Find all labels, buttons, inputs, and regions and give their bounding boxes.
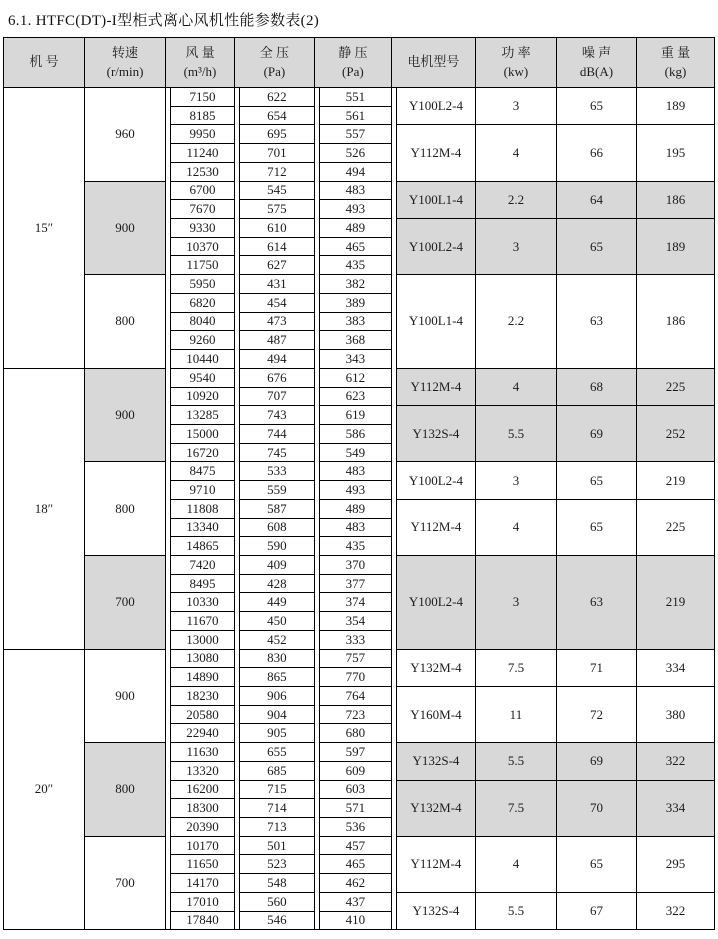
static-pressure-cell: 333 [319,630,391,649]
total-pressure-cell: 608 [239,518,314,537]
static-pressure-cell: 489 [319,219,391,238]
total-pressure-cell: 610 [239,219,314,238]
power-cell: 3 [475,88,556,125]
total-pressure-cell: 714 [239,799,314,818]
motor-model-cell: Y100L2-4 [396,88,475,125]
motor-model-cell: Y132S-4 [396,743,475,780]
airflow-cell: 11240 [171,144,235,163]
motor-model-cell: Y100L2-4 [396,462,475,499]
total-pressure-cell: 712 [239,162,314,181]
weight-cell: 380 [636,687,714,743]
static-pressure-cell: 457 [319,836,391,855]
weight-cell: 252 [636,406,714,462]
motor-model-cell: Y160M-4 [396,687,475,743]
page-title: 6.1. HTFC(DT)-I型柜式离心风机性能参数表(2) [8,13,320,29]
static-pressure-cell: 370 [319,555,391,574]
power-cell: 5.5 [475,743,556,780]
motor-model-cell: Y100L1-4 [396,181,475,218]
table-row [4,649,715,668]
header-weight [636,38,714,88]
total-pressure-cell: 676 [239,368,314,387]
total-pressure-cell: 546 [239,911,314,930]
noise-cell: 68 [556,368,636,405]
power-cell: 7.5 [475,780,556,836]
airflow-cell: 10170 [171,836,235,855]
header-unit: (Pa) [263,63,286,79]
airflow-cell: 11650 [171,855,235,874]
header-unit: dB(A) [579,63,614,79]
static-pressure-cell: 374 [319,593,391,612]
static-pressure-cell: 551 [319,88,391,107]
motor-model-cell: Y132S-4 [396,406,475,462]
total-pressure-cell: 715 [239,780,314,799]
speed-cell: 900 [85,181,166,275]
total-pressure-cell: 560 [239,892,314,911]
table-row [4,368,715,387]
speed-cell: 900 [85,368,166,462]
speed-cell: 800 [85,275,166,369]
header-unit: (Pa) [342,63,364,79]
header-line: 风 量 [185,44,215,60]
table-row [4,275,715,294]
weight-cell: 186 [636,275,714,369]
total-pressure-cell: 409 [239,555,314,574]
total-pressure-cell: 575 [239,200,314,219]
static-pressure-cell: 368 [319,331,391,350]
power-cell: 3 [475,219,556,275]
header-line: 转速 [112,44,139,60]
airflow-cell: 13080 [171,649,235,668]
header-line: 功 率 [501,44,531,60]
airflow-cell: 17010 [171,892,235,911]
total-pressure-cell: 450 [239,612,314,631]
static-pressure-cell: 437 [319,892,391,911]
static-pressure-cell: 435 [319,256,391,275]
total-pressure-cell: 743 [239,406,314,425]
power-cell: 4 [475,499,556,555]
static-pressure-cell: 609 [319,761,391,780]
static-pressure-cell: 489 [319,499,391,518]
header-noise [556,38,636,88]
motor-model-cell: Y112M-4 [396,125,475,181]
static-pressure-cell: 389 [319,293,391,312]
power-cell: 2.2 [475,181,556,218]
header-line: 全 压 [259,44,290,60]
static-pressure-cell: 549 [319,443,391,462]
static-pressure-cell: 680 [319,724,391,743]
weight-cell: 334 [636,780,714,836]
total-pressure-cell: 494 [239,350,314,369]
total-pressure-cell: 627 [239,256,314,275]
header-line: 噪 声 [581,44,612,60]
airflow-cell: 8185 [171,106,235,125]
airflow-cell: 7150 [171,88,235,107]
static-pressure-cell: 764 [319,687,391,706]
airflow-cell: 14890 [171,668,235,687]
total-pressure-cell: 614 [239,237,314,256]
noise-cell: 72 [556,687,636,743]
airflow-cell: 5950 [171,275,235,294]
total-pressure-cell: 501 [239,836,314,855]
power-cell: 3 [475,462,556,499]
airflow-cell: 13340 [171,518,235,537]
airflow-cell: 20580 [171,705,235,724]
noise-cell: 65 [556,219,636,275]
static-pressure-cell: 343 [319,350,391,369]
static-pressure-cell: 483 [319,462,391,481]
total-pressure-cell: 904 [239,705,314,724]
airflow-cell: 6820 [171,293,235,312]
weight-cell: 189 [636,219,714,275]
airflow-cell: 10440 [171,350,235,369]
motor-model-cell: Y132M-4 [396,780,475,836]
speed-cell: 800 [85,462,166,556]
static-pressure-cell: 493 [319,481,391,500]
total-pressure-cell: 452 [239,630,314,649]
static-pressure-cell: 757 [319,649,391,668]
weight-cell: 225 [636,499,714,555]
airflow-cell: 18300 [171,799,235,818]
static-pressure-cell: 619 [319,406,391,425]
airflow-cell: 9260 [171,331,235,350]
total-pressure-cell: 622 [239,88,314,107]
total-pressure-cell: 587 [239,499,314,518]
motor-model-cell: Y100L2-4 [396,219,475,275]
total-pressure-cell: 830 [239,649,314,668]
static-pressure-cell: 483 [319,518,391,537]
total-pressure-cell: 744 [239,424,314,443]
airflow-cell: 22940 [171,724,235,743]
airflow-cell: 14865 [171,537,235,556]
static-pressure-cell: 603 [319,780,391,799]
header-motor-model [391,38,475,88]
weight-cell: 219 [636,462,714,499]
static-pressure-cell: 623 [319,387,391,406]
power-cell: 4 [475,368,556,405]
weight-cell: 195 [636,125,714,181]
total-pressure-cell: 431 [239,275,314,294]
total-pressure-cell: 701 [239,144,314,163]
airflow-cell: 10370 [171,237,235,256]
fan-size-cell: 20″ [4,649,85,930]
static-pressure-cell: 354 [319,612,391,631]
static-pressure-cell: 383 [319,312,391,331]
airflow-cell: 10330 [171,593,235,612]
fan-performance-table [3,37,715,930]
weight-cell: 334 [636,649,714,686]
total-pressure-cell: 655 [239,743,314,762]
static-pressure-cell: 597 [319,743,391,762]
static-pressure-cell: 526 [319,144,391,163]
total-pressure-cell: 428 [239,574,314,593]
table-row [4,555,715,574]
static-pressure-cell: 462 [319,874,391,893]
header-speed [85,38,166,88]
total-pressure-cell: 523 [239,855,314,874]
static-pressure-cell: 377 [319,574,391,593]
header-unit: (kw) [503,63,529,79]
total-pressure-cell: 905 [239,724,314,743]
airflow-cell: 20390 [171,818,235,837]
fan-size-cell: 15″ [4,88,85,369]
table-row [4,836,715,855]
noise-cell: 69 [556,406,636,462]
motor-model-cell: Y112M-4 [396,368,475,405]
motor-model-cell: Y132M-4 [396,649,475,686]
total-pressure-cell: 559 [239,481,314,500]
motor-model-cell: Y112M-4 [396,499,475,555]
total-pressure-cell: 590 [239,537,314,556]
noise-cell: 65 [556,499,636,555]
airflow-cell: 17840 [171,911,235,930]
airflow-cell: 13320 [171,761,235,780]
weight-cell: 225 [636,368,714,405]
static-pressure-cell: 770 [319,668,391,687]
power-cell: 4 [475,125,556,181]
airflow-cell: 6700 [171,181,235,200]
power-cell: 11 [475,687,556,743]
static-pressure-cell: 586 [319,424,391,443]
total-pressure-cell: 449 [239,593,314,612]
airflow-cell: 16720 [171,443,235,462]
static-pressure-cell: 465 [319,237,391,256]
header-total-pressure [234,38,314,88]
airflow-cell: 18230 [171,687,235,706]
power-cell: 3 [475,555,556,649]
power-cell: 5.5 [475,406,556,462]
weight-cell: 186 [636,181,714,218]
airflow-cell: 13000 [171,630,235,649]
airflow-cell: 15000 [171,424,235,443]
fan-size-cell: 18″ [4,368,85,649]
total-pressure-cell: 548 [239,874,314,893]
noise-cell: 69 [556,743,636,780]
weight-cell: 295 [636,836,714,892]
total-pressure-cell: 654 [239,106,314,125]
airflow-cell: 9540 [171,368,235,387]
power-cell: 4 [475,836,556,892]
noise-cell: 70 [556,780,636,836]
header-unit: (kg) [664,63,687,79]
static-pressure-cell: 435 [319,537,391,556]
airflow-cell: 11670 [171,612,235,631]
total-pressure-cell: 745 [239,443,314,462]
header-line: 电机型号 [407,54,460,70]
noise-cell: 65 [556,462,636,499]
speed-cell: 800 [85,743,166,837]
table-row [4,181,715,200]
motor-model-cell: Y100L2-4 [396,555,475,649]
total-pressure-cell: 906 [239,687,314,706]
static-pressure-cell: 382 [319,275,391,294]
airflow-cell: 8495 [171,574,235,593]
airflow-cell: 10920 [171,387,235,406]
power-cell: 2.2 [475,275,556,369]
static-pressure-cell: 536 [319,818,391,837]
total-pressure-cell: 707 [239,387,314,406]
static-pressure-cell: 571 [319,799,391,818]
speed-cell: 900 [85,649,166,743]
power-cell: 5.5 [475,892,556,929]
speed-cell: 960 [85,88,166,182]
airflow-cell: 9950 [171,125,235,144]
static-pressure-cell: 557 [319,125,391,144]
header-fan-size [4,38,85,88]
static-pressure-cell: 723 [319,705,391,724]
airflow-cell: 9710 [171,481,235,500]
header-row [4,38,715,88]
static-pressure-cell: 493 [319,200,391,219]
noise-cell: 71 [556,649,636,686]
total-pressure-cell: 545 [239,181,314,200]
table-row [4,462,715,481]
noise-cell: 67 [556,892,636,929]
noise-cell: 66 [556,125,636,181]
total-pressure-cell: 487 [239,331,314,350]
noise-cell: 63 [556,275,636,369]
airflow-cell: 7420 [171,555,235,574]
static-pressure-cell: 410 [319,911,391,930]
airflow-cell: 8040 [171,312,235,331]
header-unit: (m³/h) [183,63,217,79]
airflow-cell: 13285 [171,406,235,425]
noise-cell: 65 [556,88,636,125]
total-pressure-cell: 454 [239,293,314,312]
airflow-cell: 8475 [171,462,235,481]
static-pressure-cell: 561 [319,106,391,125]
airflow-cell: 16200 [171,780,235,799]
airflow-cell: 11630 [171,743,235,762]
speed-cell: 700 [85,836,166,930]
weight-cell: 189 [636,88,714,125]
airflow-cell: 14170 [171,874,235,893]
motor-model-cell: Y132S-4 [396,892,475,929]
noise-cell: 63 [556,555,636,649]
table-row [4,743,715,762]
total-pressure-cell: 713 [239,818,314,837]
motor-model-cell: Y100L1-4 [396,275,475,369]
airflow-cell: 7670 [171,200,235,219]
total-pressure-cell: 685 [239,761,314,780]
airflow-cell: 11808 [171,499,235,518]
static-pressure-cell: 612 [319,368,391,387]
power-cell: 7.5 [475,649,556,686]
weight-cell: 322 [636,892,714,929]
airflow-cell: 9330 [171,219,235,238]
static-pressure-cell: 494 [319,162,391,181]
noise-cell: 65 [556,836,636,892]
static-pressure-cell: 465 [319,855,391,874]
airflow-cell: 12530 [171,162,235,181]
weight-cell: 322 [636,743,714,780]
header-unit: (r/min) [106,63,144,79]
header-line: 静 压 [338,44,368,60]
weight-cell: 219 [636,555,714,649]
speed-cell: 700 [85,555,166,649]
motor-model-cell: Y112M-4 [396,836,475,892]
header-line: 机 号 [29,54,59,70]
total-pressure-cell: 533 [239,462,314,481]
header-power [475,38,556,88]
header-static-pressure [314,38,391,88]
header-line: 重 量 [660,44,691,60]
table-row [4,88,715,107]
airflow-cell: 11750 [171,256,235,275]
noise-cell: 64 [556,181,636,218]
total-pressure-cell: 473 [239,312,314,331]
total-pressure-cell: 865 [239,668,314,687]
static-pressure-cell: 483 [319,181,391,200]
total-pressure-cell: 695 [239,125,314,144]
header-airflow [166,38,235,88]
